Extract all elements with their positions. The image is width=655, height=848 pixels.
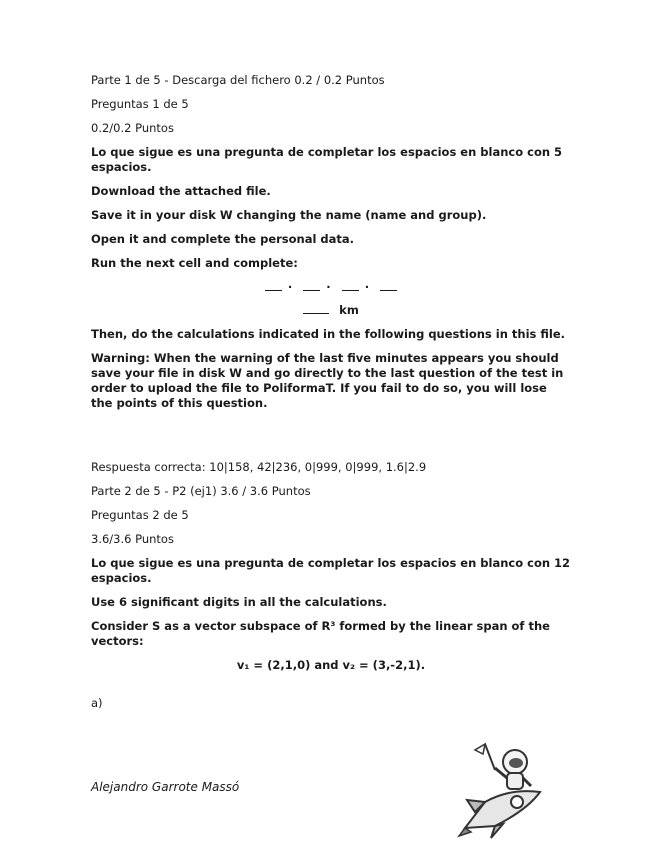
blank-field[interactable] — [342, 282, 359, 291]
correct-answer: Respuesta correcta: 10|158, 42|236, 0|999, 0|999, 1.6|2.9 — [91, 460, 427, 474]
item-a: a) — [91, 696, 103, 710]
part2-digits: Use 6 significant digits in all the calculations. — [91, 595, 387, 609]
part1-line: Run the next cell and complete: — [91, 256, 298, 270]
km-label: km — [339, 303, 359, 317]
part1-line: Download the attached file. — [91, 184, 271, 198]
blank-field[interactable] — [303, 282, 320, 291]
part1-header: Parte 1 de 5 - Descarga del fichero 0.2 / 0.2 Puntos — [91, 73, 385, 87]
blank-field[interactable] — [265, 282, 282, 291]
part2-points: 3.6/3.6 Puntos — [91, 532, 174, 546]
part2-intro: Lo que sigue es una pregunta de completar los espacios en blanco con 12 espacios. — [91, 556, 571, 585]
blank-field[interactable] — [303, 305, 329, 314]
blank-fields-row: · · · — [91, 280, 571, 295]
part1-line: Save it in your disk W changing the name (name and group). — [91, 208, 487, 222]
km-row — [91, 303, 571, 318]
exam-page — [91, 73, 571, 720]
part1-warning: Warning: When the warning of the last five minutes appears you should save your file in disk W and go directly to the last question of the test in order to upload the file to PoliformaT. If you fail to do so, you will lose the points of this question. — [91, 351, 564, 410]
part1-line: Open it and complete the personal data. — [91, 232, 355, 246]
part2-consider: Consider S as a vector subspace of R³ formed by the linear span of the vectors: — [91, 619, 550, 648]
author-name: Alejandro Garrote Massó — [91, 780, 240, 794]
astronaut-rocket-icon — [455, 740, 555, 840]
part1-intro: Lo que sigue es una pregunta de completar los espacios en blanco con 5 espacios. — [91, 145, 563, 174]
part1-points: 0.2/0.2 Puntos — [91, 121, 174, 135]
part1-questions: Preguntas 1 de 5 — [91, 97, 189, 111]
vector-formula: v₁ = (2,1,0) and v₂ = (3,-2,1). — [236, 658, 426, 672]
blank-field[interactable] — [380, 282, 397, 291]
part2-questions: Preguntas 2 de 5 — [91, 508, 189, 522]
part1-then: Then, do the calculations indicated in the following questions in this file. — [91, 327, 566, 341]
part2-header: Parte 2 de 5 - P2 (ej1) 3.6 / 3.6 Puntos — [91, 484, 311, 498]
